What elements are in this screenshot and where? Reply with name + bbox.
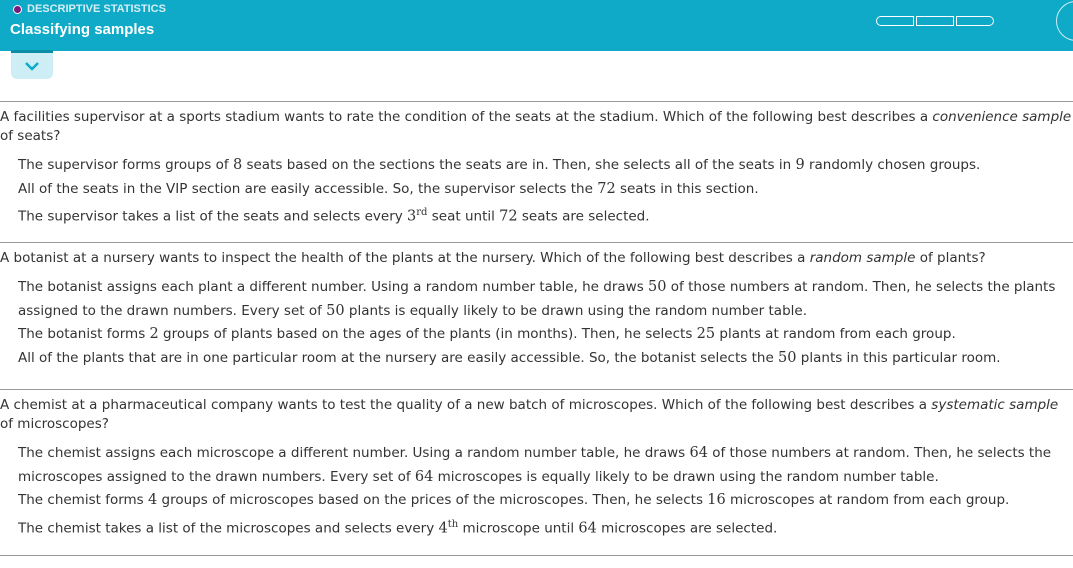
text-segment: microscopes are selected. bbox=[596, 520, 778, 536]
text-segment: groups of plants based on the ages of the plants (in months). Then, he selects bbox=[158, 326, 697, 342]
text-segment: The chemist assigns each microscope a different number. Using a random number table, he draws bbox=[18, 445, 690, 461]
progress-segment bbox=[956, 16, 994, 26]
math-number: 8 bbox=[232, 157, 243, 173]
math-number: 64 bbox=[414, 468, 434, 485]
divider bbox=[0, 555, 1073, 556]
math-number: 4 bbox=[148, 492, 158, 508]
question-text bbox=[0, 102, 1073, 146]
text-segment: microscope until bbox=[458, 520, 579, 536]
math-number: 50 bbox=[778, 349, 797, 366]
answer-option[interactable] bbox=[0, 347, 1073, 371]
progress-bar bbox=[876, 16, 994, 26]
progress-segment bbox=[876, 16, 914, 26]
question-text bbox=[0, 243, 1073, 268]
text-segment: systematic sample bbox=[931, 397, 1059, 413]
text-segment: of those numbers at random. Then, he selects the microscopes assigned to the drawn numbers. Every set of bbox=[18, 445, 1052, 485]
answer-option[interactable] bbox=[0, 323, 1073, 347]
text-segment: of microscopes? bbox=[0, 416, 109, 432]
text-segment: The chemist takes a list of the microscopes and selects every bbox=[18, 520, 439, 536]
text-segment: All of the seats in the VIP section are easily accessible. So, the supervisor selects the bbox=[18, 180, 598, 197]
progress-segment bbox=[916, 16, 954, 26]
header bbox=[0, 0, 1073, 51]
math-number: 72 bbox=[597, 180, 616, 197]
text-segment: microscopes is equally likely to be drawn using the random number table. bbox=[433, 468, 939, 485]
question-block bbox=[0, 101, 1073, 229]
text-segment: The supervisor forms groups of bbox=[18, 157, 233, 173]
chevron-down-icon bbox=[24, 61, 40, 71]
text-segment: of seats? bbox=[0, 128, 61, 144]
category-dot-icon bbox=[13, 5, 22, 14]
text-segment: random sample bbox=[809, 250, 916, 266]
math-number: 16 bbox=[707, 492, 726, 508]
text-segment: seats are selected. bbox=[517, 208, 650, 225]
math-number: 4 bbox=[438, 520, 448, 536]
text-segment: plants in this particular room. bbox=[796, 349, 1001, 366]
ordinal-suffix: th bbox=[447, 518, 459, 530]
text-segment: The chemist forms bbox=[18, 492, 149, 508]
text-segment: plants is equally likely to be drawn using the random number table. bbox=[344, 302, 807, 319]
text-segment: seat until bbox=[427, 208, 500, 225]
text-segment: seats based on the sections the seats are in. Then, she selects all of the seats in bbox=[242, 157, 796, 173]
text-segment: microscopes at random from each group. bbox=[725, 492, 1010, 508]
math-number: 50 bbox=[648, 279, 667, 295]
answer-option[interactable] bbox=[0, 489, 1073, 513]
math-number: 3 bbox=[407, 208, 417, 225]
text-segment: A facilities supervisor at a sports stadium wants to rate the condition of the seats at the stadium. Which of the following best describes a bbox=[0, 109, 933, 125]
question-text bbox=[0, 390, 1073, 434]
answer-option[interactable] bbox=[0, 154, 1073, 178]
math-number: 50 bbox=[326, 302, 345, 319]
text-segment: The botanist assigns each plant a different number. Using a random number table, he draws bbox=[18, 279, 649, 295]
answer-option[interactable] bbox=[0, 513, 1073, 541]
math-number: 2 bbox=[149, 326, 159, 342]
text-segment: The supervisor takes a list of the seats and selects every bbox=[18, 208, 408, 225]
math-number: 72 bbox=[499, 208, 518, 225]
page-title: Classifying samples bbox=[10, 21, 155, 38]
text-segment: The botanist forms bbox=[18, 326, 150, 342]
answer-option[interactable] bbox=[0, 178, 1073, 202]
category bbox=[13, 3, 166, 15]
text-segment: A chemist at a pharmaceutical company wants to test the quality of a new batch of microscopes. Which of the following best describes a bbox=[0, 397, 932, 413]
question-block bbox=[0, 389, 1073, 541]
math-number: 64 bbox=[689, 445, 708, 461]
answer-option[interactable] bbox=[0, 442, 1073, 489]
ordinal-suffix: rd bbox=[416, 207, 428, 218]
answer-option[interactable] bbox=[0, 276, 1073, 323]
expand-button[interactable] bbox=[11, 50, 53, 79]
math-number: 64 bbox=[578, 520, 597, 536]
question-block bbox=[0, 242, 1073, 370]
text-segment: randomly chosen groups. bbox=[804, 157, 981, 173]
progress-circle[interactable] bbox=[1056, 1, 1073, 41]
text-segment: convenience sample bbox=[932, 109, 1072, 125]
math-number: 25 bbox=[696, 326, 716, 342]
answer-option[interactable] bbox=[0, 201, 1073, 229]
text-segment: A botanist at a nursery wants to inspect the health of the plants at the nursery. Which of the following best describes a bbox=[0, 250, 810, 266]
text-segment: plants at random from each group. bbox=[715, 326, 956, 342]
text-segment: of plants? bbox=[915, 250, 986, 266]
text-segment: seats in this section. bbox=[615, 180, 759, 197]
text-segment: of those numbers at random. Then, he selects the plants assigned to the drawn numbers. Every set of bbox=[18, 279, 1056, 319]
category-label: DESCRIPTIVE STATISTICS bbox=[27, 3, 166, 15]
text-segment: groups of microscopes based on the prices of the microscopes. Then, he selects bbox=[157, 492, 708, 508]
text-segment: All of the plants that are in one particular room at the nursery are easily accessible. So, the botanist selects the bbox=[18, 349, 779, 366]
math-number: 9 bbox=[795, 157, 805, 173]
